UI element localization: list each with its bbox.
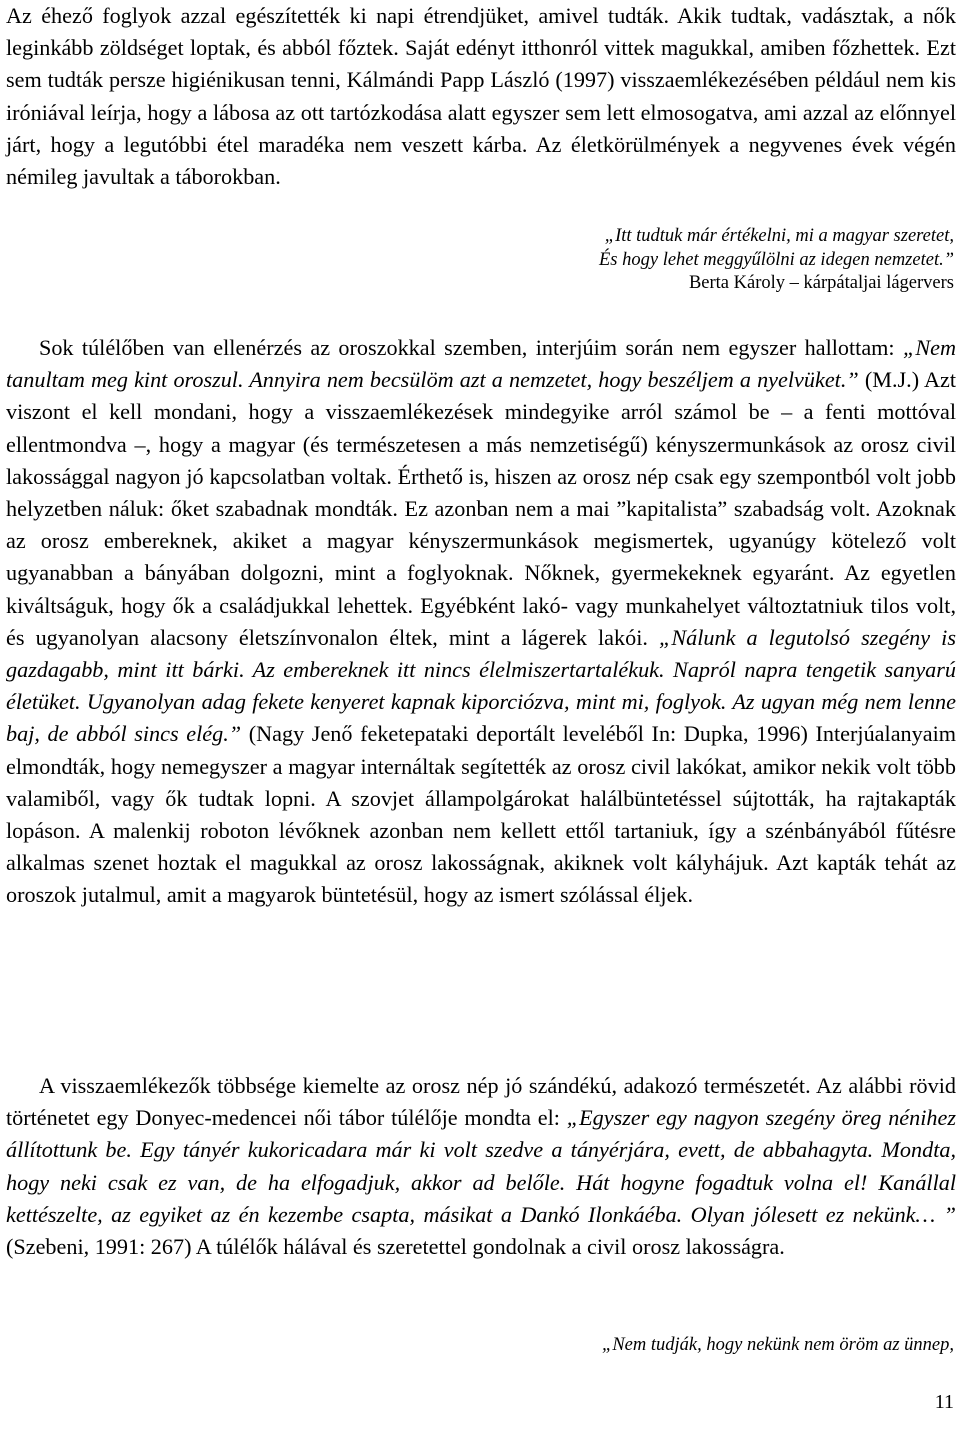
paragraph-1-text: Az éhező foglyok azzal egészítették ki napi étrendjüket, amivel tudták. Akik tudtak, vadásztak, a nők leginkább zöldséget loptak, és abból főztek. Saját edényt itthonról vittek magukkal, amiben főzhettek. Ezt sem tudták persze higiénikusan tenni, Kálmándi Papp László (1997) visszaemlékezésében például nem kis iróniával leírja, hogy a lábosa az ott tartózkodása alatt egyszer sem lett elmosogatva, ami azzal az előnnyel járt, hogy a legutóbbi étel maradéka nem veszett kárba. Az életkörülmények a negyvenes évek végén némileg javultak a táborokban.	[6, 3, 956, 190]
motto-line-2: És hogy lehet meggyűlölni az idegen nemzetet.”	[598, 249, 954, 270]
motto-line-1: „Itt tudtuk már értékelni, mi a magyar szeretet,	[604, 226, 954, 246]
paragraph-3-text-a: A visszaemlékezők többsége kiemelte az orosz nép jó szándékú, adakozó természetét. Az alábbi rövid történetet egy Donyec-medencei női tábor túlélője mondta el:	[6, 1073, 956, 1131]
paragraph-2-text-a: Sok túlélőben van ellenérzés az oroszokkal szemben, interjúim során nem egyszer hallottam:	[39, 335, 903, 360]
paragraph-3	[6, 1070, 956, 1263]
motto-block-2	[602, 1334, 954, 1358]
paragraph-1	[6, 0, 956, 193]
paragraph-3-quote: „Egyszer egy nagyon szegény öreg nénihez állítottunk be. Egy tányér kukoricadara már ki volt szedve a tányérjára, evett, de abbahagyta. Mondta, hogy neki csak ez van, de ha elfogadjuk, akkor ad belőle. Hát hogyne fogadtuk volna el! Kanállal kettészelte, az egyiket az én kezembe csapta, másikat a Dankó Ilonkáéba. Olyan jólesett ez nekünk… ”	[6, 1105, 956, 1227]
paragraph-2-text-e: (Nagy Jenő feketepataki deportált leveléből In: Dupka, 1996) Interjúalanyaim elmondták, hogy nemegyszer a magyar internáltak segítették az orosz civil lakókat, amikor nekik volt több valamiből, vagy ők tudtak lopni. A szovjet állampolgárokat halálbüntetéssel sújtották, ha rajtakapták lopáson. A malenkij roboton lévőknek azonban nem kellett ettől tartaniuk, így a szénbányából fűtésre alkalmas szenet hoztak el magukkal az orosz lakosságnak, akiknek volt kályhájuk. Azt kapták tehát az oroszok jutalmul, amit a magyarok büntetésül, hogy az ismert szólással éljek.	[6, 721, 956, 908]
paragraph-2-quote-1: „Nem tanultam meg kint oroszul. Annyira nem becsülöm azt a nemzetet, hogy beszéljem a nyelvüket.”	[6, 335, 956, 393]
paragraph-2-text-c: (M.J.) Azt viszont el kell mondani, hogy a visszaemlékezések mindegyike arról számol be – a fenti mottóval ellentmondva –, hogy a magyar (és természetesen a más nemzetiségű) kényszermunkások az orosz civil lakossággal nagyon jó kapcsolatban voltak. Érthető is, hiszen az orosz nép csak egy szempontból volt jobb helyzetben náluk: őket szabadnak mondták. Ez azonban nem a mai ”kapitalista” szabadság volt. Azoknak az orosz embereknek, akiket a magyar kényszermunkások megismertek, ugyanúgy kötelező volt ugyanabban a bányában dolgozni, mint a foglyoknak. Nőknek, gyermekeknek egyaránt. Az egyetlen kiváltságuk, hogy ők a családjukkal lehettek. Egyébként lakó- vagy munkahelyet változtatniuk tilos volt, és ugyanolyan alacsony életszínvonalon éltek, mint a lágerek lakói.	[6, 367, 956, 650]
page-number: 11	[934, 1391, 954, 1413]
paragraph-2-quote-2: „Nálunk a legutolsó szegény is gazdagabb, mint itt bárki. Az embereknek itt nincs élelmiszertartalékuk. Napról napra tengetik sanyarú életüket. Ugyanolyan adag fekete kenyeret kapnak kiporciózva, mint mi, foglyok. Az ugyan még nem lenne baj, de abból sincs elég.”	[6, 624, 956, 747]
paragraph-2	[6, 332, 956, 912]
paragraph-3-text-c: (Szebeni, 1991: 267) A túlélők hálával és szeretettel gondolnak a civil orosz lakosságra.	[6, 1234, 785, 1260]
motto-attribution: Berta Károly – kárpátaljai lágervers	[688, 273, 954, 293]
motto-block	[599, 225, 954, 296]
motto-2-line-1: „Nem tudják, hogy nekünk nem öröm az ünnep,	[602, 1335, 954, 1355]
